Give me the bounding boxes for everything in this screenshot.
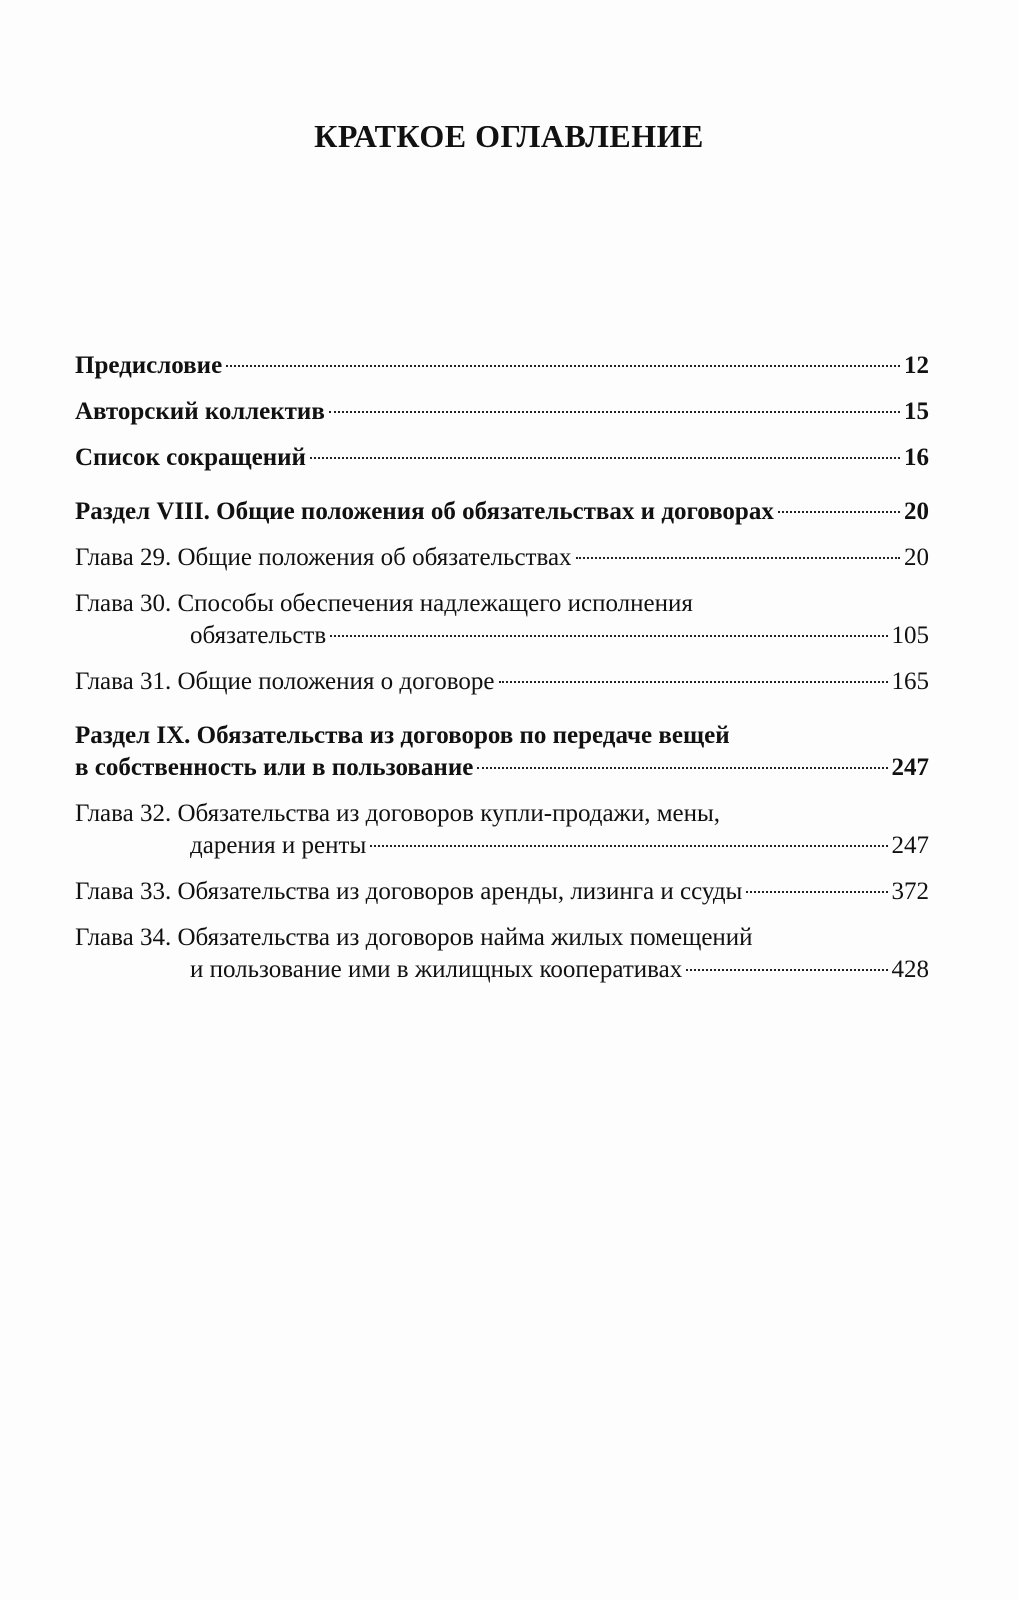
toc-page-number: 20 [904, 498, 929, 525]
dot-leader [499, 681, 888, 683]
toc-page-number: 165 [891, 668, 929, 695]
toc-entry-label: Глава 33. Обязательства из договоров аренды, лизинга и ссуды [75, 878, 743, 905]
toc-entry-label: Раздел VIII. Общие положения об обязательствах и договорах [75, 498, 774, 525]
toc-entry-label: Глава 29. Общие положения об обязательствах [75, 544, 572, 571]
toc-chapter-30 [75, 588, 929, 652]
toc-section-9 [75, 720, 929, 784]
toc-entry-label-line1: Глава 32. Обязательства из договоров купли-продажи, мены, [75, 800, 721, 827]
toc-chapter-31 [75, 666, 929, 698]
dot-leader [330, 635, 887, 637]
toc-entry-authors [75, 396, 929, 428]
toc-entry-continuation [75, 954, 929, 986]
toc-entry-label: Глава 31. Общие положения о договоре [75, 668, 495, 695]
toc-entry-continuation [75, 752, 929, 784]
toc-entry-label-line2: и пользование ими в жилищных кооперативах [190, 956, 683, 983]
dot-leader [576, 557, 900, 559]
page-title: КРАТКОЕ ОГЛАВЛЕНИЕ [314, 118, 704, 154]
toc-entry-label: Предисловие [75, 352, 223, 379]
toc-chapter-29 [75, 542, 929, 574]
toc-chapter-32 [75, 798, 929, 862]
toc-page-number: 105 [891, 622, 929, 649]
toc-entry-preface [75, 350, 929, 382]
dot-leader [686, 969, 887, 971]
toc-entry-label-line1: Раздел IX. Обязательства из договоров по передаче вещей [75, 722, 730, 749]
toc-page-number: 428 [891, 956, 929, 983]
toc-chapter-33 [75, 876, 929, 908]
dot-leader [778, 511, 900, 513]
toc-entry-label-line2: в собственность или в пользование [75, 754, 474, 781]
table-of-contents [75, 350, 929, 986]
dot-leader [226, 365, 900, 367]
toc-entry-label-line2: обязательств [190, 622, 327, 649]
dot-leader [477, 767, 887, 769]
dot-leader [310, 457, 900, 459]
dot-leader [329, 411, 900, 413]
toc-page-number: 372 [891, 878, 929, 905]
toc-entry-continuation [75, 620, 929, 652]
toc-page-number: 247 [891, 832, 929, 859]
dot-leader [746, 891, 887, 893]
toc-entry-label: Авторский коллектив [75, 398, 325, 425]
toc-page-number: 15 [904, 398, 929, 425]
toc-entry-label-line2: дарения и ренты [190, 832, 367, 859]
toc-page-number: 12 [904, 352, 929, 379]
toc-entry-continuation [75, 830, 929, 862]
toc-entry-label-line1: Глава 34. Обязательства из договоров найма жилых помещений [75, 924, 753, 951]
toc-entry-label-line1: Глава 30. Способы обеспечения надлежащего исполнения [75, 590, 693, 617]
toc-entry-label: Список сокращений [75, 444, 306, 471]
toc-page-number: 16 [904, 444, 929, 471]
toc-page-number: 247 [891, 754, 929, 781]
toc-chapter-34 [75, 922, 929, 986]
toc-entry-abbreviations [75, 442, 929, 474]
dot-leader [370, 845, 887, 847]
toc-page-number: 20 [904, 544, 929, 571]
toc-section-8 [75, 496, 929, 528]
